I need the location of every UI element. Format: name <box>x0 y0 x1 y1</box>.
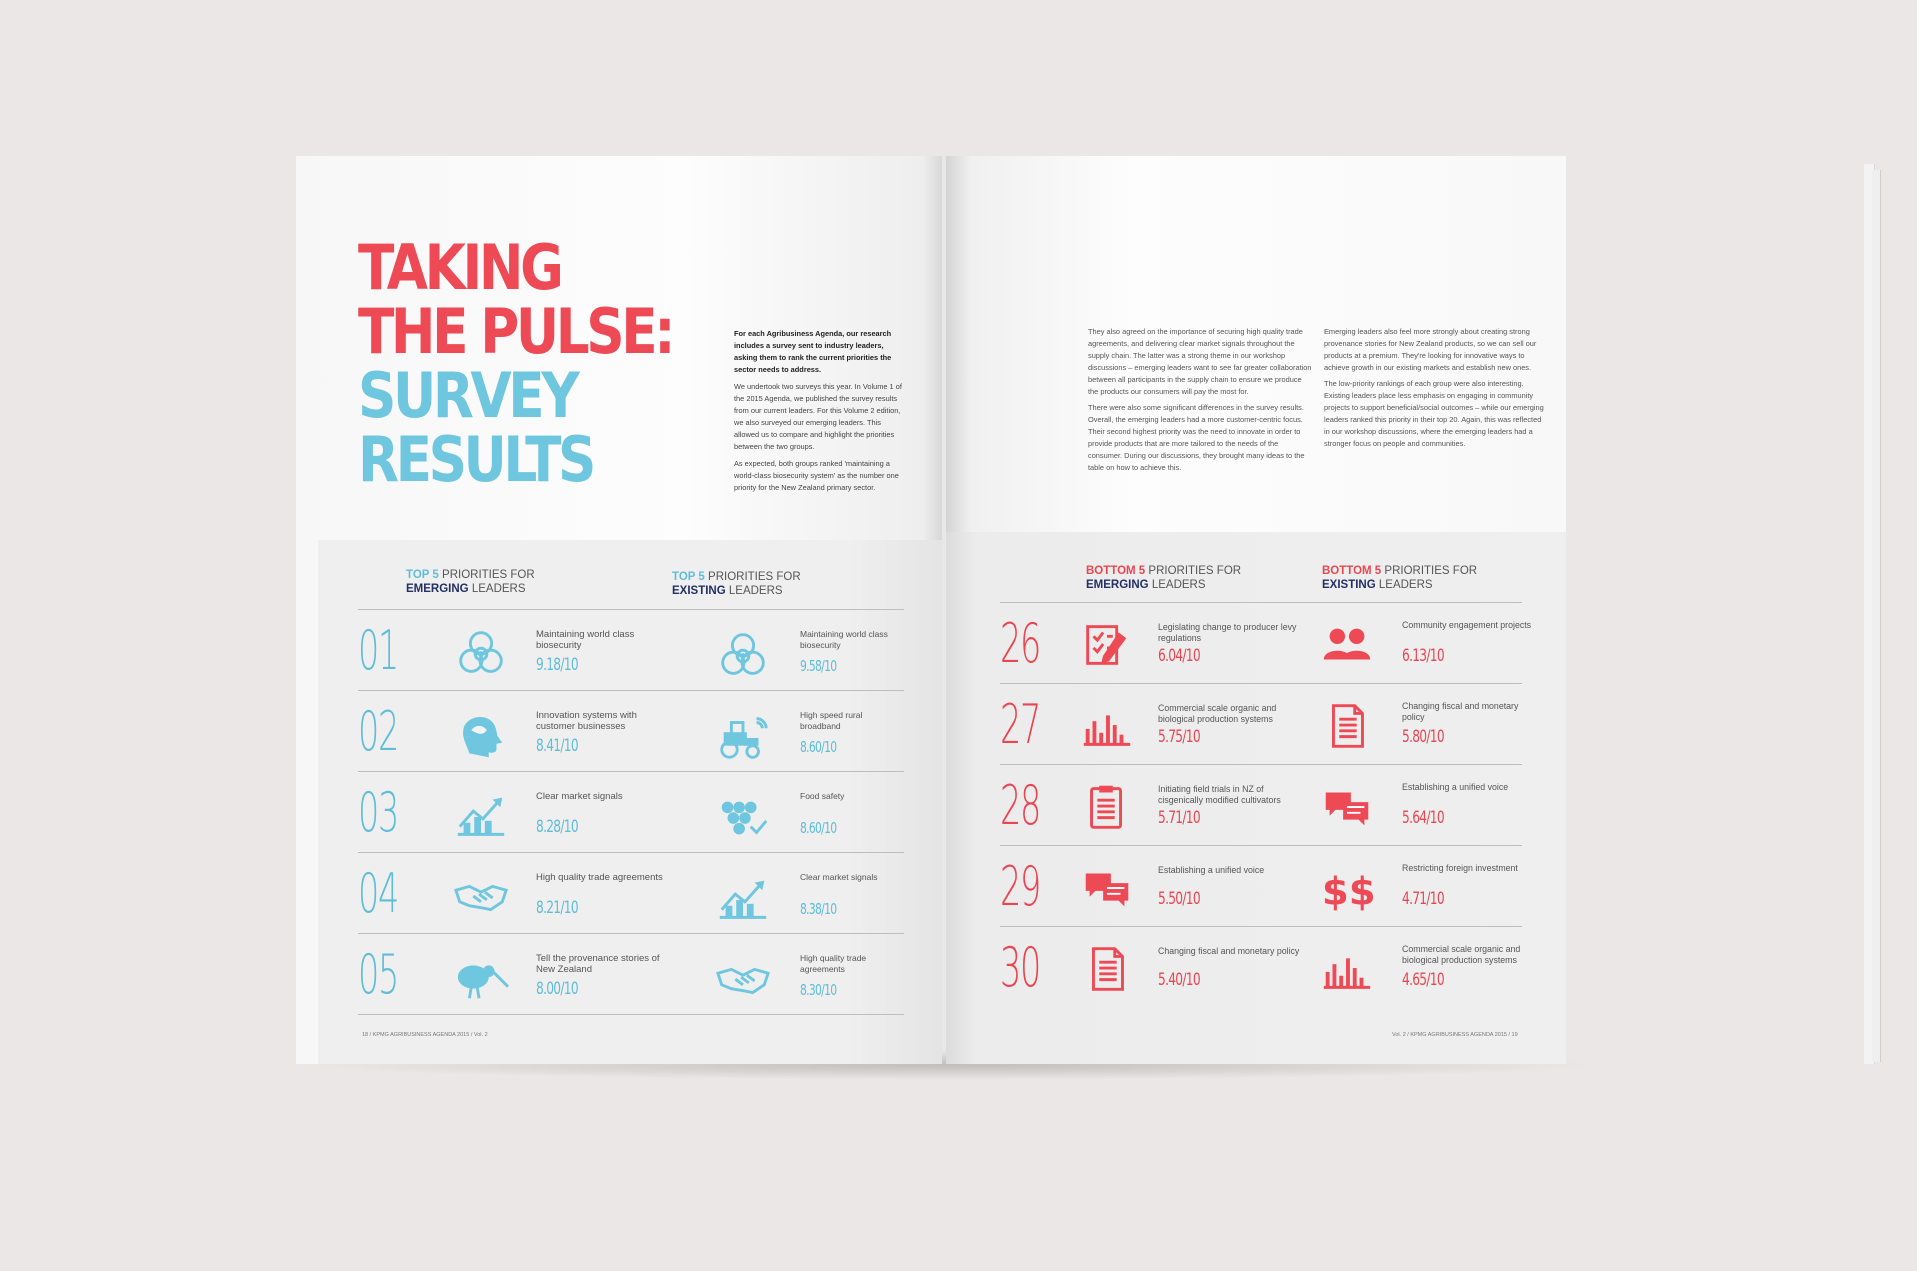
bar-chart-icon <box>1318 944 1376 994</box>
head-profile-icon <box>452 710 510 760</box>
bar-chart-icon <box>1078 701 1136 751</box>
priority-label: High quality trade agreements <box>536 872 663 883</box>
priority-label: Tell the provenance stories of New Zealand <box>536 953 660 975</box>
title-line-4: RESULTS <box>358 423 594 496</box>
priority-score: 6.13/10 <box>1402 646 1444 666</box>
priority-score: 8.21/10 <box>536 898 578 918</box>
priority-row <box>296 777 942 857</box>
priority-score: 5.75/10 <box>1158 727 1200 747</box>
priority-row <box>946 689 1566 769</box>
title-line-1: TAKING <box>358 231 561 304</box>
divider <box>358 771 904 772</box>
intro-lead: For each Agribusiness Agenda, our research includes a survey sent to industry leaders, asking them to rank the current priorities the sector needs to address. <box>734 329 892 374</box>
priority-label: Clear market signals <box>800 872 878 882</box>
divider <box>358 852 904 853</box>
speech-bubbles-icon <box>1318 782 1376 832</box>
rank-number: 04 <box>358 862 399 925</box>
tractor-icon <box>714 712 772 762</box>
document-icon <box>1318 701 1376 751</box>
left-page <box>296 156 942 1064</box>
priority-label: Initiating field trials in NZ of cisgenically modified cultivators <box>1158 784 1281 805</box>
priority-row <box>946 932 1566 1012</box>
priority-row <box>296 615 942 695</box>
biohazard-icon <box>714 631 772 681</box>
divider <box>1000 683 1522 684</box>
priority-score: 8.30/10 <box>800 981 837 999</box>
priority-score: 5.64/10 <box>1402 808 1444 828</box>
rank-number: 03 <box>358 781 399 844</box>
priority-score: 8.60/10 <box>800 819 837 837</box>
title-line-3: SURVEY <box>358 359 577 432</box>
rank-number: 26 <box>1000 612 1041 675</box>
priority-row <box>946 608 1566 688</box>
rank-number: 28 <box>1000 774 1041 837</box>
kiwi-bird-icon <box>452 953 510 1003</box>
handshake-icon <box>714 955 772 1005</box>
priority-label: Restricting foreign investment <box>1402 863 1518 873</box>
intro-text <box>734 328 904 499</box>
priority-score: 8.38/10 <box>800 900 837 918</box>
priority-row <box>296 858 942 938</box>
priority-row <box>946 851 1566 931</box>
priority-score: 8.60/10 <box>800 738 837 756</box>
speech-bubbles-icon <box>1078 863 1136 913</box>
priority-score: 8.00/10 <box>536 979 578 999</box>
heading-top-existing: TOP 5 PRIORITIES FOR EXISTING LEADERS <box>672 571 801 597</box>
priority-label: Innovation systems with customer businesses <box>536 710 637 732</box>
priority-score: 9.18/10 <box>536 655 578 675</box>
priority-score: 8.41/10 <box>536 736 578 756</box>
priority-label: Changing fiscal and monetary policy <box>1158 946 1300 956</box>
rank-number: 05 <box>358 943 399 1006</box>
rank-number: 01 <box>358 619 399 682</box>
grapes-check-icon <box>714 793 772 843</box>
right-page <box>946 156 1566 1064</box>
priority-label: Community engagement projects <box>1402 620 1532 630</box>
divider <box>1000 602 1522 603</box>
rank-number: 02 <box>358 700 399 763</box>
divider <box>358 609 904 610</box>
growth-chart-icon <box>714 874 772 924</box>
page-edge <box>1872 170 1881 1062</box>
rank-number: 30 <box>1000 936 1041 999</box>
priority-label: Legislating change to producer levy regulations <box>1158 622 1297 643</box>
page-footer-right: Vol. 2 / KPMG AGRIBUSINESS AGENDA 2015 / 19 <box>1392 1032 1518 1038</box>
priority-label: Commercial scale organic and biological production systems <box>1402 944 1521 965</box>
document-icon <box>1078 944 1136 994</box>
priority-label: Food safety <box>800 791 845 801</box>
heading-top-emerging: TOP 5 PRIORITIES FOR EMERGING LEADERS <box>406 569 535 595</box>
priority-label: Clear market signals <box>536 791 623 802</box>
priority-row <box>296 696 942 776</box>
priority-score: 5.40/10 <box>1158 970 1200 990</box>
divider <box>1000 926 1522 927</box>
priority-label: Changing fiscal and monetary policy <box>1402 701 1519 722</box>
priority-score: 5.80/10 <box>1402 727 1444 747</box>
svg-text:$$: $$ <box>1321 869 1376 913</box>
priority-label: Commercial scale organic and biological production systems <box>1158 703 1277 724</box>
biohazard-icon <box>452 629 510 679</box>
divider <box>358 933 904 934</box>
divider <box>1000 764 1522 765</box>
priority-label: Establishing a unified voice <box>1158 865 1265 875</box>
growth-chart-icon <box>452 791 510 841</box>
body-column-1: They also agreed on the importance of securing high quality trade agreements, and delivering clear market signals throughout the supply chain. The latter was a strong theme in our workshop discussions – emerging leaders want to see far greater collaboration between all participants in the supply chain to ensure we produce the products our consumers will pay the most for. There were also some significant differences in the survey results. Overall, the emerging leaders had a more customer-centric focus. Their second highest priority was the need to innovate in order to provide products that are more tailored to the needs of the consumer. During our discussions, they brought many ideas to the table on how to achieve this. <box>1088 327 1312 472</box>
priority-score: 9.58/10 <box>800 657 837 675</box>
priority-score: 5.71/10 <box>1158 808 1200 828</box>
people-icon <box>1318 620 1376 670</box>
divider <box>358 1014 904 1015</box>
page-footer-left: 18 / KPMG AGRIBUSINESS AGENDA 2015 / Vol. 2 <box>362 1032 488 1038</box>
priority-score: 4.65/10 <box>1402 970 1444 990</box>
clipboard-icon <box>1078 782 1136 832</box>
body-column-2: Emerging leaders also feel more strongly about creating strong provenance stories for New Zealand products, so we can sell our products at a premium. They're looking for innovative ways to achieve growth in our existing markets and establish new ones. The low-priority rankings of each group were also interesting. Existing leaders place less emphasis on engaging in community projects to support beneficial/social outcomes – while our emerging leaders ranked this priority in their top 20. Again, this was reflected in our workshop discussions, where the emerging leaders had a stronger focus on people and communities. <box>1324 327 1544 448</box>
priority-row <box>296 939 942 1019</box>
intro-paragraph: We undertook two surveys this year. In Volume 1 of the 2015 Agenda, we published the survey results from our current leaders. For this Volume 2 edition, we also surveyed our emerging leaders. This allowed us to compare and highlight the priorities between the two groups. <box>734 382 902 451</box>
intro-paragraph: As expected, both groups ranked 'maintaining a world-class biosecurity system' as the number one priority for the New Zealand primary sector. <box>734 459 899 492</box>
priority-label: High quality trade agreements <box>800 953 867 974</box>
brochure-spread <box>296 156 1588 1064</box>
page-title <box>358 231 673 496</box>
heading-bottom-existing: BOTTOM 5 PRIORITIES FOR EXISTING LEADERS <box>1322 565 1478 591</box>
priority-score: 8.28/10 <box>536 817 578 837</box>
rank-number: 27 <box>1000 693 1041 756</box>
priority-label: Maintaining world class biosecurity <box>800 629 888 650</box>
title-line-2: THE PULSE: <box>358 295 673 368</box>
divider <box>1000 845 1522 846</box>
priority-row <box>946 770 1566 850</box>
dollar-signs-icon <box>1318 863 1376 913</box>
priority-label: Establishing a unified voice <box>1402 782 1509 792</box>
priority-score: 6.04/10 <box>1158 646 1200 666</box>
priority-score: 5.50/10 <box>1158 889 1200 909</box>
divider <box>358 690 904 691</box>
heading-bottom-emerging: BOTTOM 5 PRIORITIES FOR EMERGING LEADERS <box>1086 565 1242 591</box>
checklist-pen-icon <box>1078 620 1136 670</box>
priority-score: 4.71/10 <box>1402 889 1444 909</box>
priority-label: Maintaining world class biosecurity <box>536 629 635 651</box>
priority-label: High speed rural broadband <box>800 710 863 731</box>
handshake-icon <box>452 872 510 922</box>
rank-number: 29 <box>1000 855 1041 918</box>
